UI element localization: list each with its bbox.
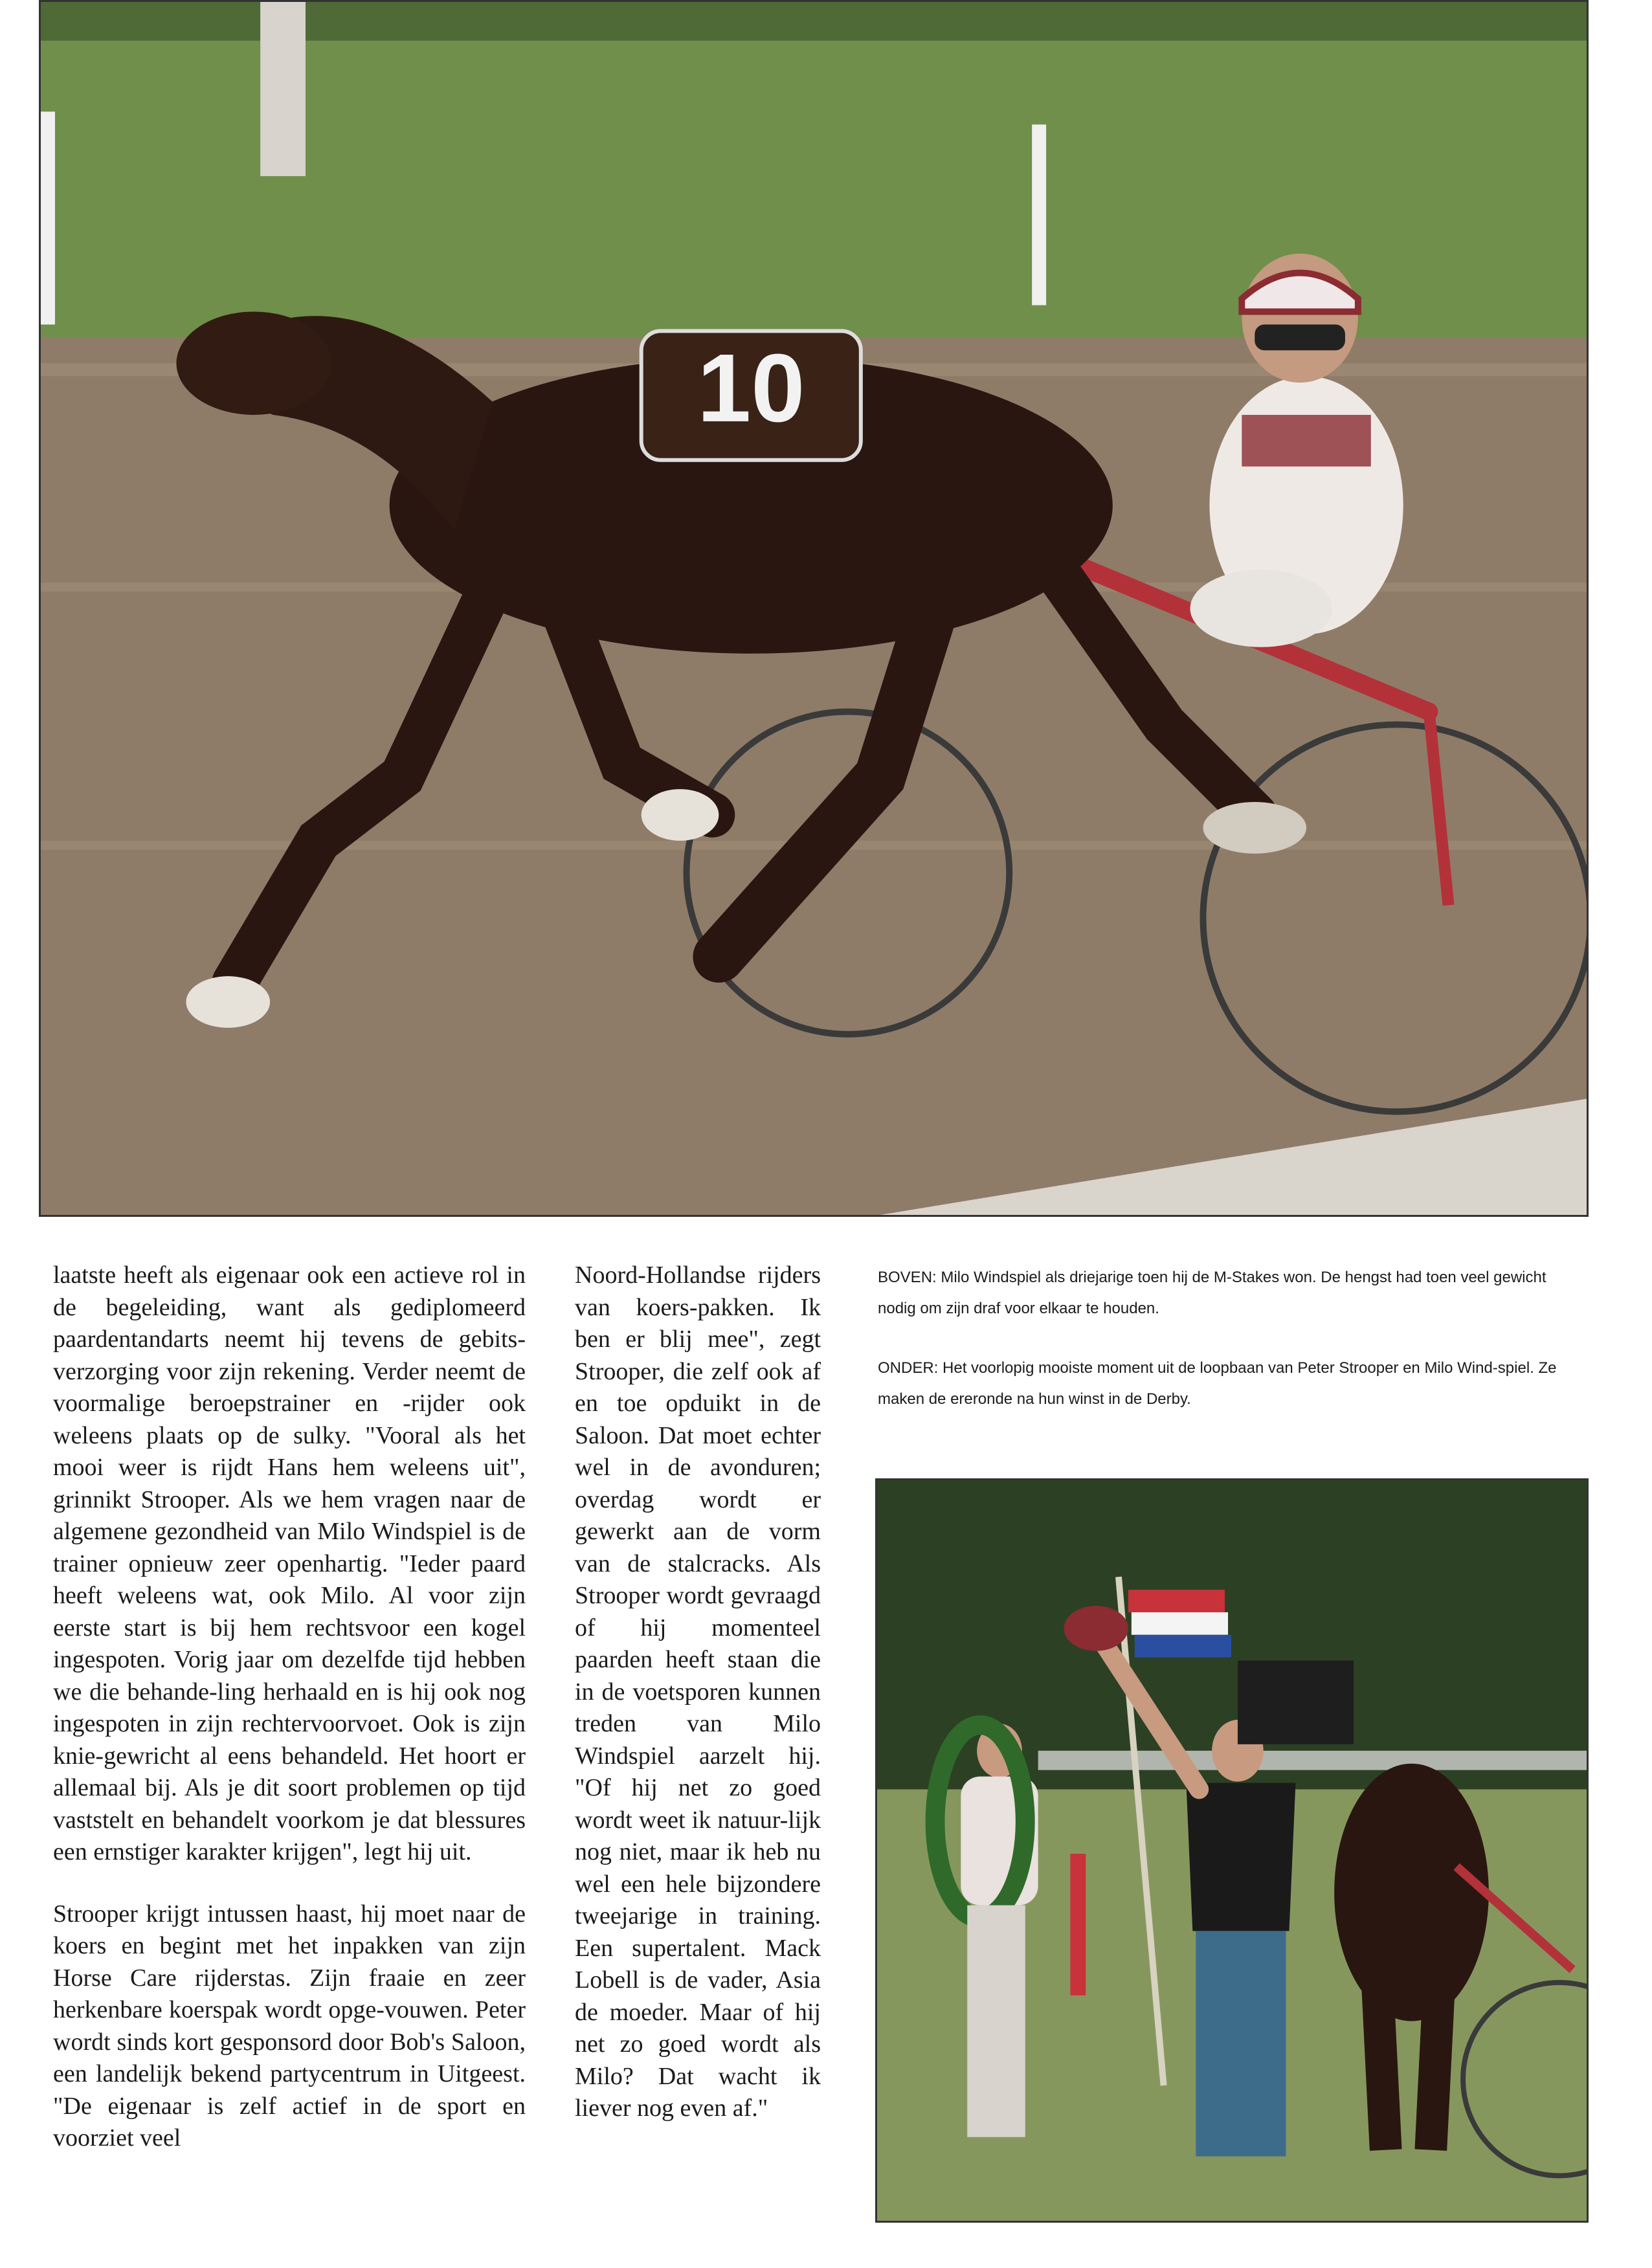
photo-caption-top: BOVEN: Milo Windspiel als driejarige toen hij de M-Stakes won. De hengst had toen veel gewicht nodig om zijn draf voor elkaar te houden. bbox=[878, 1269, 1546, 1317]
man-right-tshirt bbox=[1186, 1783, 1295, 1931]
flag-red-stripe bbox=[1128, 1590, 1225, 1612]
hoof-boot-3 bbox=[1203, 802, 1306, 854]
article-paragraph: Noord-Hollandse rijders van koers-pakken. Ik ben er blij mee", zegt Strooper, die zelf ook af en toe opduikt in de Saloon. Dat moet echter wel in de avonduren; overdag wordt er gewerkt aan de vorm van de stalcracks. Als Strooper wordt gevraagd of hij momenteel paarden heeft staan die in de voetsporen kunnen treden van Milo Windspiel aarzelt hij. "Of hij net zo goed wordt weet ik natuur-lijk nog niet, maar ik heb nu wel een hele bijzondere tweejarige in training. Een supertalent. Mack Lobell is de vader, Asia de moeder. Maar of hij net zo goed wordt als Milo? Dat wacht ik liever nog even af." bbox=[575, 1262, 821, 2122]
article-paragraph: Strooper krijgt intussen haast, hij moet naar de koers en begint met het inpakken van zijn Horse Care rijderstas. Zijn fraaie en zeer herkenbare koerspak wordt opge-vouwen. Peter wordt sinds kort gesponsord door Bob's Saloon, een landelijk bekend partycentrum in Uitgeest. "De eigenaar is zelf actief in de sport en voorziet veel bbox=[53, 1900, 526, 2151]
driver-sunglasses bbox=[1255, 324, 1345, 350]
photo-caption-bottom: ONDER: Het voorlopig mooiste moment uit de loopbaan van Peter Strooper en Milo Wind-spiel. Ze maken de ereronde na hun winst in de Derby. bbox=[878, 1359, 1557, 1408]
horse-head bbox=[176, 311, 331, 414]
white-fence bbox=[1038, 1751, 1587, 1770]
driver-legs bbox=[1190, 570, 1332, 647]
hoof-boot-2 bbox=[642, 789, 719, 841]
wreath-ribbon bbox=[1070, 1854, 1086, 1996]
white-post-right bbox=[1032, 124, 1046, 305]
white-post-left bbox=[41, 111, 55, 324]
man-right-jeans bbox=[1196, 1931, 1286, 2156]
article-paragraph: laatste heeft als eigenaar ook een actieve rol in de begeleiding, want als gediplomeerd paardentandarts neemt hij tevens de gebits-verzorging voor zijn rekening. Verder neemt de voormalige beroepstrainer en -rijder ook weleens plaats op de sulky. "Vooral als het mooi weer is rijdt Hans hem weleens uit", grinnikt Strooper. Als we hem vragen naar de algemene gezondheid van Milo Windspiel is de trainer opnieuw zeer openhartig. "Ieder paard heeft weleens wat, ook Milo. Al voor zijn eerste start is bij hem rechtsvoor een kogel ingespoten. Vorig jaar om dezelfde tijd hebben we die behande-ling herhaald en is hij ook nog ingespoten in zijn rechtervoorvoet. Ook is zijn knie-gewricht al eens behandeld. Het hoort er allemaal bij. Als je dit soort problemen op tijd vaststelt en behandelt voorkom je dat blessures een ernstiger karakter krijgen", legt hij uit. bbox=[53, 1262, 526, 1865]
article-column-1 bbox=[53, 1260, 526, 2155]
top-photo-illustration bbox=[41, 2, 1587, 1215]
top-photo-horse-sulky bbox=[39, 0, 1589, 1217]
horse-body bbox=[1334, 1764, 1489, 2021]
raised-helmet bbox=[1064, 1606, 1128, 1651]
spectator bbox=[260, 2, 306, 176]
man-left-trousers bbox=[967, 1906, 1025, 2137]
carriage-riders bbox=[1238, 1661, 1354, 1744]
flag-white-stripe bbox=[1132, 1612, 1228, 1635]
saddle-number: 10 bbox=[697, 333, 805, 442]
bottom-photo-victory-lap bbox=[875, 1478, 1589, 2223]
hoof-boot bbox=[186, 976, 270, 1028]
flag-blue-stripe bbox=[1135, 1635, 1231, 1658]
bottom-photo-illustration bbox=[877, 1480, 1587, 2221]
article-column-2 bbox=[575, 1260, 821, 2125]
